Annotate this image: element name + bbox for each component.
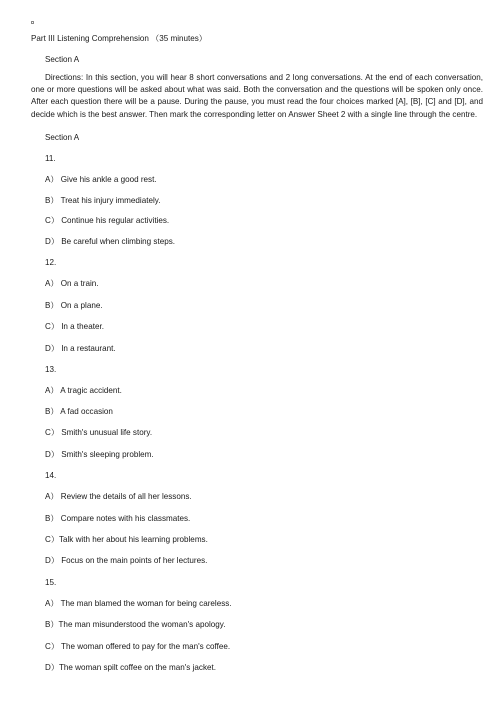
answer-option: C） In a theater. xyxy=(45,322,104,331)
answer-option: B） Compare notes with his classmates. xyxy=(45,514,191,523)
answer-option: A） Give his ankle a good rest. xyxy=(45,175,157,184)
bullet-marker-icon xyxy=(31,21,34,24)
answer-option: A） Review the details of all her lessons. xyxy=(45,492,192,501)
answer-option: A） A tragic accident. xyxy=(45,386,122,395)
answer-option: B） A fad occasion xyxy=(45,407,113,416)
section-heading: Section A xyxy=(45,55,80,64)
part-title: Part III Listening Comprehension （35 minutes） xyxy=(31,34,207,43)
answer-option: B）The man misunderstood the woman's apology. xyxy=(45,620,226,629)
question-number: 12. xyxy=(45,258,57,267)
answer-option: C） The woman offered to pay for the man's coffee. xyxy=(45,642,231,651)
answer-option: C） Smith's unusual life story. xyxy=(45,428,153,437)
answer-option: A） On a train. xyxy=(45,279,99,288)
answer-option: D） In a restaurant. xyxy=(45,344,116,353)
answer-option: D）The woman spilt coffee on the man's jacket. xyxy=(45,663,216,672)
answer-option: D） Smith's sleeping problem. xyxy=(45,450,154,459)
answer-option: C）Talk with her about his learning problems. xyxy=(45,535,208,544)
answer-option: B） Treat his injury immediately. xyxy=(45,196,161,205)
question-number: 15. xyxy=(45,578,57,587)
question-number: 13. xyxy=(45,365,57,374)
answer-option: C） Continue his regular activities. xyxy=(45,216,170,225)
question-number: 11. xyxy=(45,154,56,163)
answer-option: B） On a plane. xyxy=(45,301,103,310)
answer-option: D） Be careful when climbing steps. xyxy=(45,237,176,246)
question-number: 14. xyxy=(45,471,57,480)
section-heading-2: Section A xyxy=(45,133,80,142)
answer-option: A） The man blamed the woman for being careless. xyxy=(45,599,232,608)
answer-option: D） Focus on the main points of her lectures. xyxy=(45,556,208,565)
directions-paragraph: Directions: In this section, you will hear 8 short conversations and 2 long conversations. At the end of each conversation, one or more questions will be asked about what was said. Both the conversation and the questions will be spoken only once. After each question there will be a pause. During the pause, you must read the four choices marked [A], [B], [C] and [D], and decide which is the best answer. Then mark the corresponding letter on Answer Sheet 2 with a single line through the centre. xyxy=(31,73,483,119)
